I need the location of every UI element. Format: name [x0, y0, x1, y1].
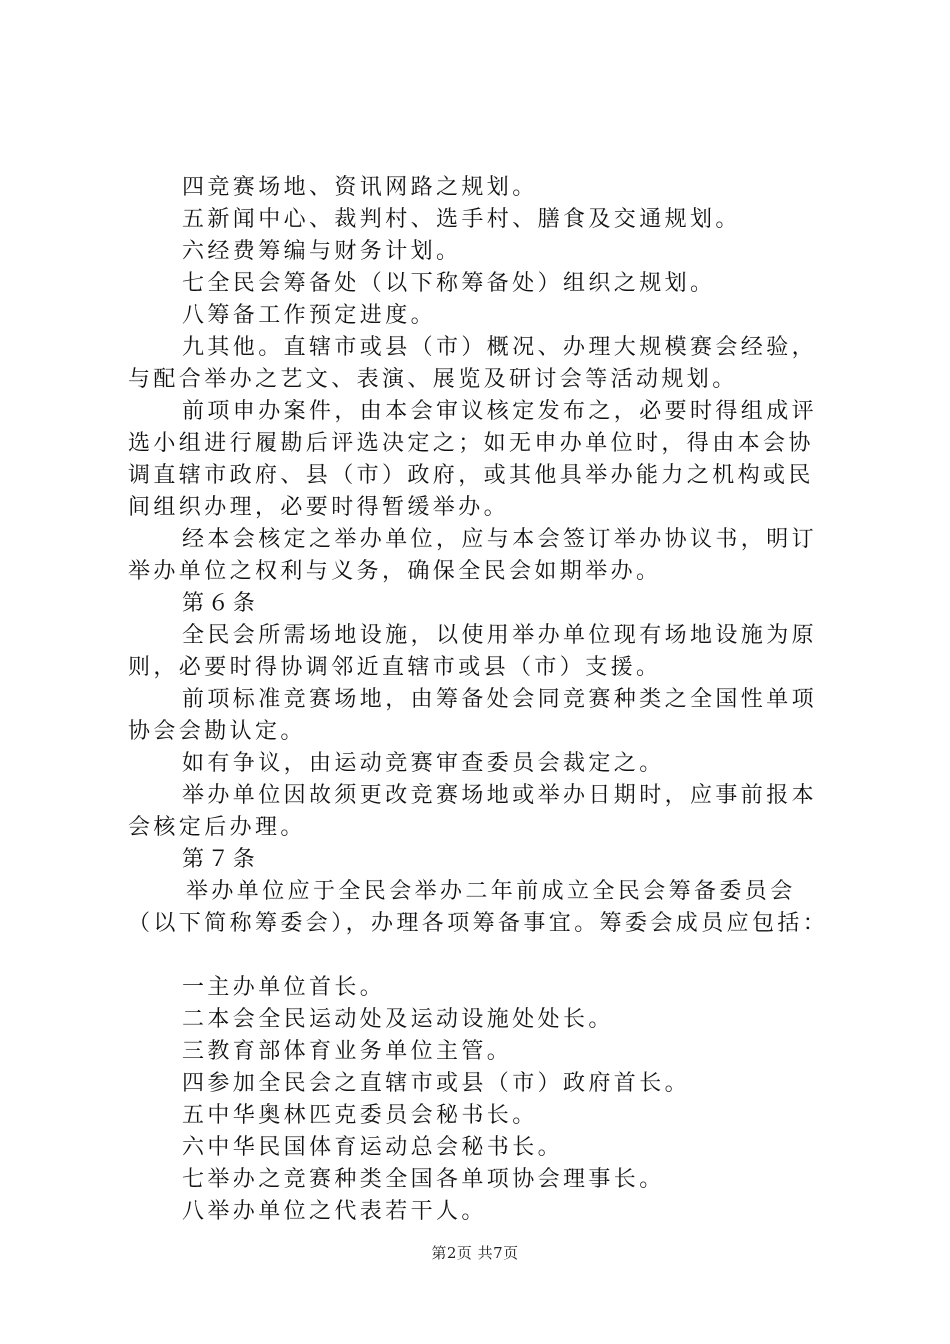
list-item: 一主办单位首长。 [182, 975, 386, 1000]
document-body [128, 172, 838, 1228]
paragraph: 全民会所需场地设施，以使用举办单位现有场地设施为原则，必要时得协调邻近直辖市或县（市）支援。 [128, 623, 818, 680]
paragraph: 前项标准竞赛场地，由筹备处会同竞赛种类之全国性单项协会会勘认定。 [128, 687, 818, 744]
list-item: 六中华民国体育运动总会秘书长。 [182, 1135, 564, 1160]
list-item: 五中华奥林匹克委员会秘书长。 [182, 1103, 538, 1128]
paragraph: 六经费筹编与财务计划。 [182, 239, 462, 264]
paragraph: 举办单位应于全民会举办二年前成立全民会筹备委员会（以下简称筹委会），办理各项筹备事宜。筹委会成员应包括： [128, 879, 829, 936]
article-heading: 第７条 [182, 847, 259, 872]
paragraph: 九其他。直辖市或县（市）概况、办理大规模赛会经验，与配合举办之艺文、表演、展览及研讨会等活动规划。 [128, 335, 818, 392]
paragraph: 四竞赛场地、资讯网路之规划。 [182, 175, 538, 200]
paragraph: 举办单位因故须更改竞赛场地或举办日期时，应事前报本会核定后办理。 [128, 783, 818, 840]
article-heading: 第６条 [182, 591, 259, 616]
list-item: 二本会全民运动处及运动设施处处长。 [182, 1007, 614, 1032]
paragraph: 五新闻中心、裁判村、选手村、膳食及交通规划。 [182, 207, 741, 232]
blank-line [128, 940, 838, 972]
paragraph: 经本会核定之举办单位，应与本会签订举办协议书，明订举办单位之权利与义务，确保全民会如期举办。 [128, 527, 818, 584]
list-item: 四参加全民会之直辖市或县（市）政府首长。 [182, 1071, 691, 1096]
list-item: 三教育部体育业务单位主管。 [182, 1039, 513, 1064]
paragraph: 如有争议，由运动竞赛审查委员会裁定之。 [182, 751, 665, 776]
paragraph: 八筹备工作预定进度。 [182, 303, 437, 328]
list-item: 七举办之竞赛种类全国各单项协会理事长。 [182, 1167, 665, 1192]
list-item: 八举办单位之代表若干人。 [182, 1199, 487, 1224]
paragraph: 七全民会筹备处（以下称筹备处）组织之规划。 [182, 271, 716, 296]
page-number-footer: 第2页 共7页 [431, 1244, 519, 1262]
paragraph: 前项申办案件，由本会审议核定发布之，必要时得组成评选小组进行履勘后评选决定之；如无申办单位时，得由本会协调直辖市政府、县（市）政府，或其他具举办能力之机构或民间组织办理，必要时得暂缓举办。 [128, 399, 818, 520]
